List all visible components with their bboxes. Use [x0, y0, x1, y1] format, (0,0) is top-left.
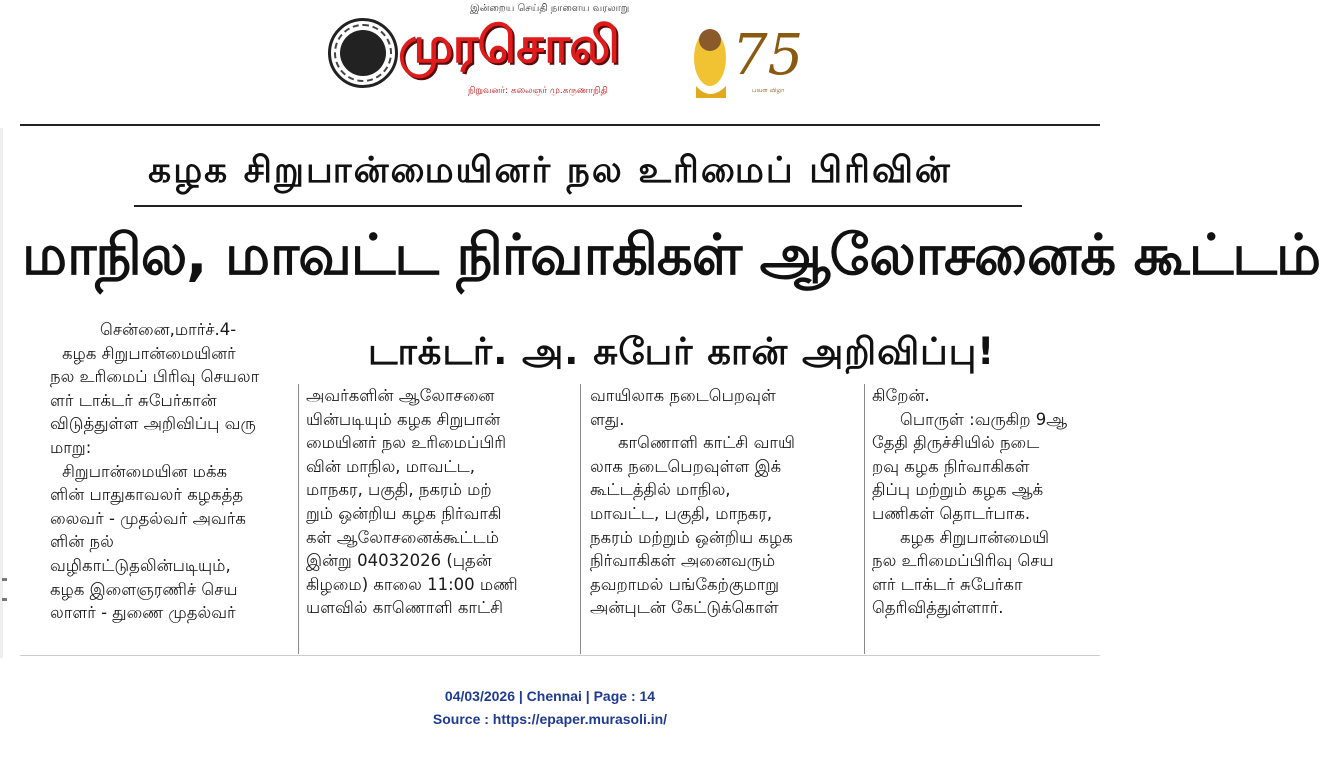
column-line: சென்னை,மார்ச்.4-: [100, 320, 237, 339]
column-line: கழக சிறுபான்மையி: [900, 527, 1050, 547]
column-line: ளின் நல்: [50, 532, 114, 552]
anniversary-label: பவள விழா: [752, 87, 785, 94]
bottom-rule: [20, 655, 1100, 656]
footer-date-page: 04/03/2026 | Chennai | Page : 14: [444, 688, 656, 704]
footer-source-link[interactable]: Source : https://epaper.murasoli.in/: [432, 711, 668, 727]
column-divider: [864, 384, 865, 654]
column-line: கூட்டத்தில் மாநில,: [590, 480, 731, 500]
article-column-1: [50, 318, 290, 625]
column-line: நிர்வாகிகள் அனைவரும்: [590, 551, 776, 571]
column-line: மையினர் நல உரிமைப்பிரி: [306, 433, 507, 453]
column-line: பணிகள் தொடர்பாக.: [872, 503, 1031, 523]
column-line: மாறு:: [50, 437, 92, 457]
column-divider: [580, 384, 581, 654]
top-rule: [20, 124, 1100, 126]
column-line: இன்று 04032026 (புதன்: [306, 551, 492, 571]
logo-subtitle: நிறுவனர்: கலைஞர் மு.கருணாநிதி: [468, 86, 608, 96]
newspaper-logo: முரசொலி: [398, 16, 619, 74]
column-line: அன்புடன் கேட்டுக்கொள்: [590, 598, 779, 618]
article-column-4: [872, 384, 1100, 620]
column-line: ளர் டாக்டர் சுபேர்கான்: [50, 390, 217, 410]
column-line: சிறுபான்மையின மக்க: [62, 461, 228, 481]
column-line: மாவட்ட, பகுதி, மாநகர,: [590, 503, 773, 523]
article-kicker: கழக சிறுபான்மையினர் நல உரிமைப் பிரிவின்: [148, 150, 952, 191]
column-line: நல உரிமைப் பிரிவு செயலா: [50, 367, 260, 387]
column-line: லைவர் - முதல்வர் அவர்க: [50, 508, 246, 528]
column-line: அவர்களின் ஆலோசனை: [306, 386, 495, 405]
column-line: விடுத்துள்ள அறிவிப்பு வரு: [50, 414, 256, 434]
column-line: லாக நடைபெறவுள்ள இக்: [590, 456, 782, 476]
column-line: ளர் டாக்டர் சுபேர்கா: [872, 574, 1023, 594]
column-line: நகரம் மற்றும் ஒன்றிய கழக: [590, 527, 793, 547]
column-line: ளது.: [590, 409, 625, 429]
article-column-2: [306, 384, 570, 620]
column-line: நல உரிமைப்பிரிவு செய: [872, 551, 1054, 571]
column-line: கிழமை) காலை 11:00 மணி: [306, 574, 518, 594]
column-line: கழக இளைஞரணிச் செய: [50, 579, 238, 599]
column-line: யளவில் காணொளி காட்சி: [306, 598, 504, 618]
column-line: காணொளி காட்சி வாயி: [618, 433, 795, 453]
column-line: தவறாமல் பங்கேற்குமாறு: [590, 574, 780, 594]
column-line: லாளர் - துணை முதல்வர்: [50, 603, 236, 623]
column-line: கிறேன்.: [872, 386, 930, 405]
kicker-rule: [134, 205, 1022, 207]
column-line: மாநகர, பகுதி, நகரம் மற்: [306, 480, 492, 500]
anniversary-emblem: [686, 6, 804, 106]
column-line: கள் ஆலோசனைக்கூட்டம்: [306, 527, 499, 547]
column-line: றவு கழக நிர்வாகிகள்: [872, 456, 1030, 476]
article-column-3: [590, 384, 856, 620]
column-divider: [298, 384, 299, 654]
column-line: கழக சிறுபான்மையினர்: [62, 343, 236, 363]
article-headline: மாநில, மாவட்ட நிர்வாகிகள் ஆலோசனைக் கூட்டம்: [22, 223, 1320, 288]
column-line: வாயிலாக நடைபெறவுள்: [590, 386, 776, 405]
masthead-tagline: இன்றைய செய்தி நாளைய வரலாறு: [470, 3, 630, 14]
column-line: றும் ஒன்றிய கழக நிர்வாகி: [306, 503, 502, 523]
left-edge-clip: [0, 128, 14, 658]
column-line: பொருள் :வருகிற 9ஆ: [900, 409, 1068, 429]
article-subheadline: டாக்டர். அ. சுபேர் கான் அறிவிப்பு!: [368, 330, 996, 373]
column-line: தெரிவித்துள்ளார்.: [872, 598, 1004, 618]
column-line: யின்படியும் கழக சிறுபான்: [306, 409, 501, 429]
column-line: வின் மாநில, மாவட்ட,: [306, 456, 475, 476]
column-line: திப்பு மற்றும் கழக ஆக்: [872, 480, 1044, 500]
column-line: ளின் பாதுகாவலர் கழகத்த: [50, 485, 244, 505]
column-line: தேதி திருச்சியில் நடை: [872, 433, 1040, 453]
masthead: [0, 0, 1100, 112]
anniversary-number: 75: [732, 23, 804, 88]
column-line: வழிகாட்டுதலின்படியும்,: [50, 555, 231, 575]
party-emblem-icon: [328, 18, 398, 88]
